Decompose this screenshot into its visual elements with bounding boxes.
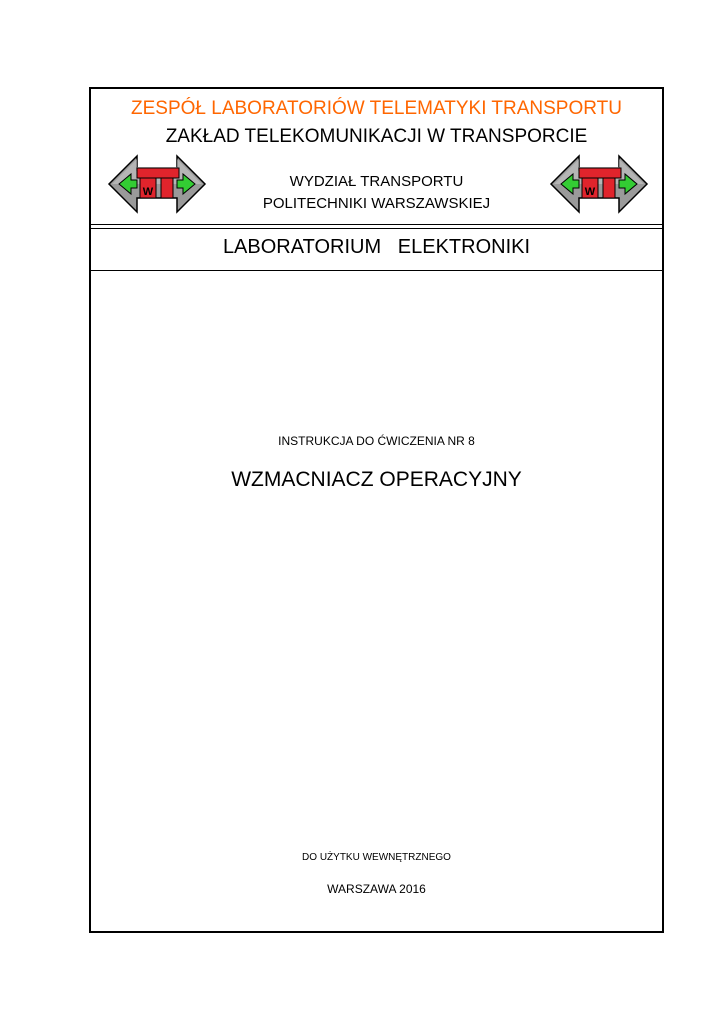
- header-divider-top: [91, 224, 662, 225]
- department-name: ZAKŁAD TELEKOMUNIKACJI W TRANSPORCIE: [165, 126, 588, 147]
- cover-frame: [89, 87, 664, 933]
- team-name: ZESPÓŁ LABORATORIÓW TELEMATYKI TRANSPORTU: [131, 98, 622, 119]
- header-block: [91, 89, 662, 229]
- internal-use-note: DO UŻYTKU WEWNĘTRZNEGO: [302, 852, 451, 863]
- exercise-title: WZMACNIACZ OPERACYJNY: [231, 468, 522, 491]
- faculty-line-2: POLITECHNIKI WARSZAWSKIEJ: [262, 195, 491, 212]
- lab-title-divider: [91, 270, 662, 271]
- faculty-line-1: WYDZIAŁ TRANSPORTU: [289, 173, 464, 190]
- instruction-number: INSTRUKCJA DO ĆWICZENIA NR 8: [278, 434, 475, 448]
- header-divider-bottom: [91, 228, 662, 229]
- logo-letter: W: [584, 186, 596, 198]
- lab-title: LABORATORIUM ELEKTRONIKI: [222, 236, 531, 258]
- place-and-year: WARSZAWA 2016: [327, 882, 426, 896]
- logo-letter: W: [142, 186, 154, 198]
